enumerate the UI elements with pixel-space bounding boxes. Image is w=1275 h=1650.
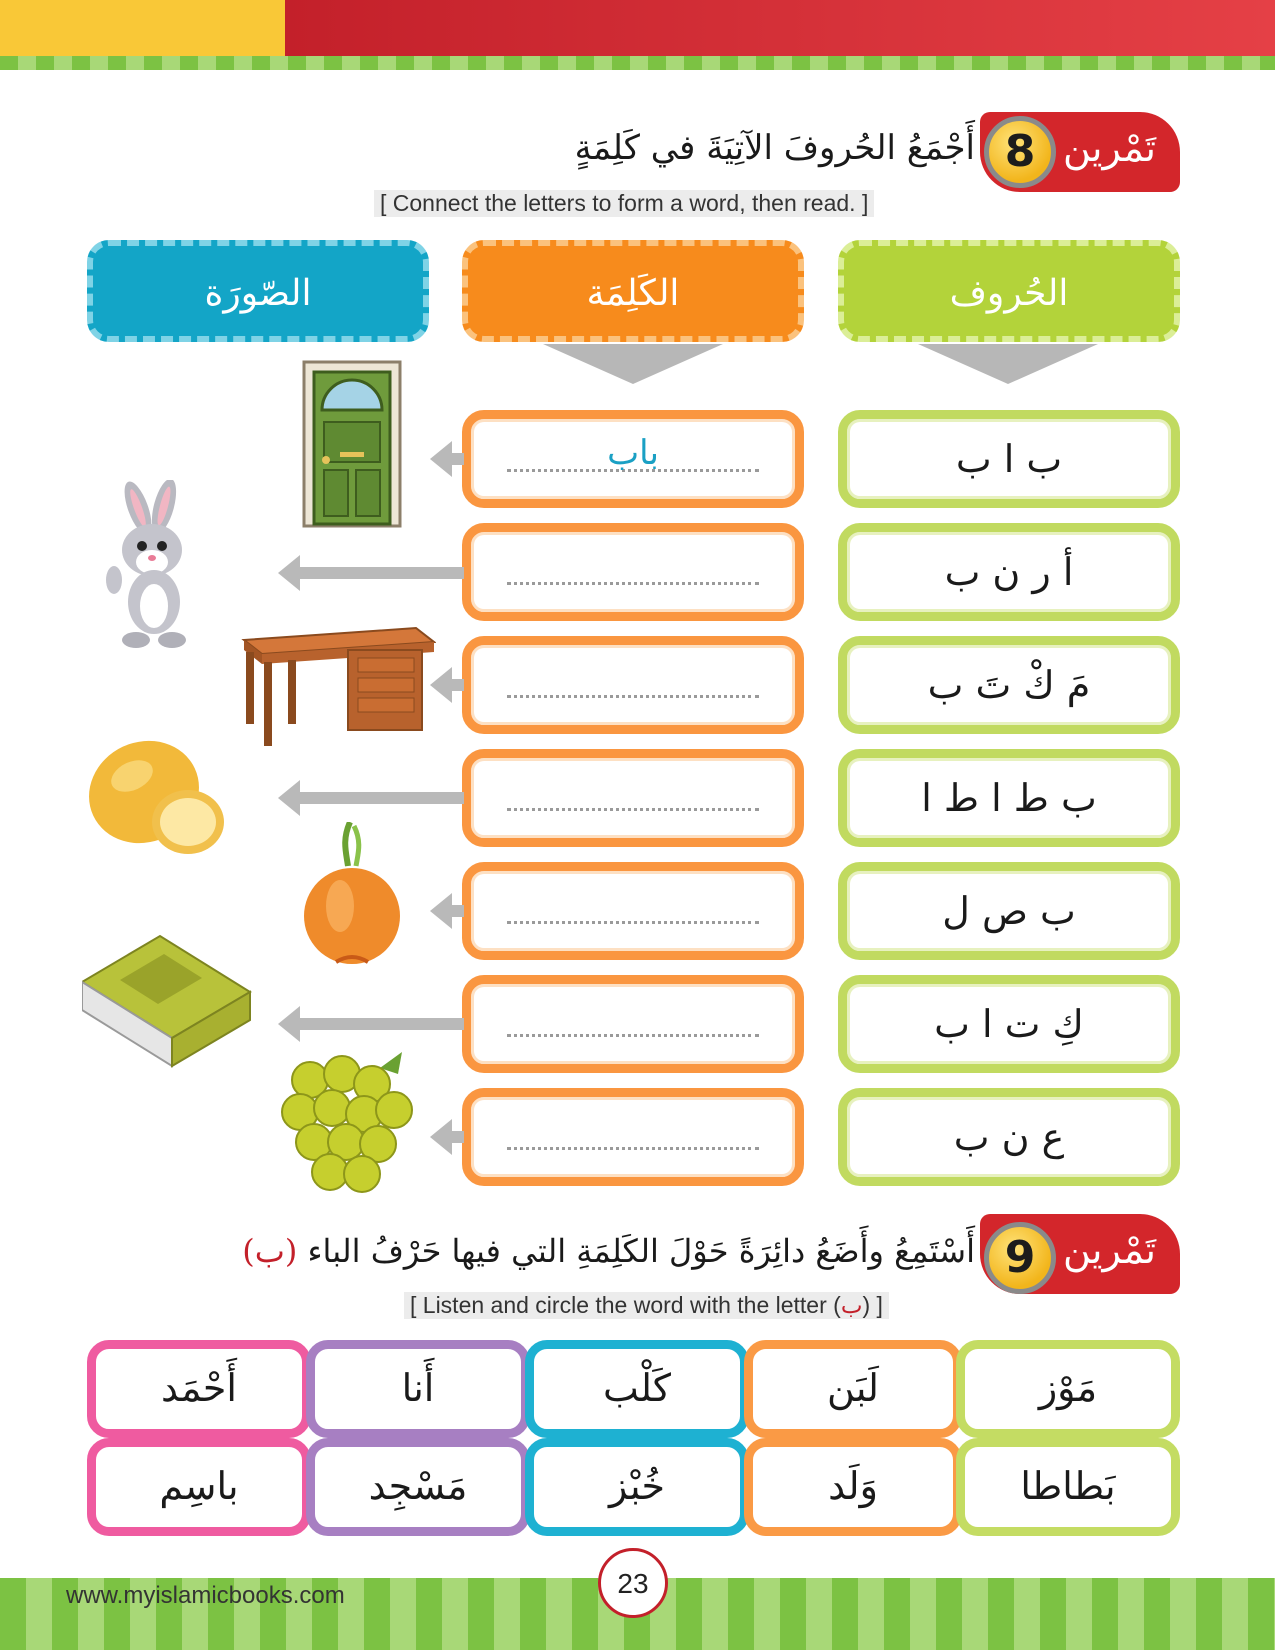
arrow-icon <box>278 555 300 591</box>
letters-box: ب ا ب <box>838 410 1180 508</box>
word-answer-box[interactable] <box>462 749 804 847</box>
desk-icon <box>234 622 436 750</box>
dotted-line <box>507 921 759 924</box>
exercise-number: 9 <box>984 1222 1056 1294</box>
column-header-word: الكَلِمَة <box>462 240 804 342</box>
rabbit-icon <box>100 480 200 652</box>
dotted-line <box>507 695 759 698</box>
exercise-label: تَمْرين <box>1062 126 1156 170</box>
exercise-subtitle <box>404 1292 889 1319</box>
word-option[interactable]: مَوْز <box>956 1340 1180 1438</box>
book-icon <box>82 934 252 1076</box>
word-option[interactable]: وَلَد <box>744 1438 962 1536</box>
letters-box: مَ كْ تَ ب <box>838 636 1180 734</box>
exercise-title <box>242 1232 975 1270</box>
arrow-icon <box>278 1006 300 1042</box>
word-answer-box[interactable] <box>462 410 804 508</box>
arrow-line <box>298 1018 464 1030</box>
arrow-line <box>450 453 464 465</box>
word-answer-box[interactable] <box>462 975 804 1073</box>
letters-box: ب ص ل <box>838 862 1180 960</box>
answer-text: باب <box>607 433 659 473</box>
arrow-icon <box>430 441 452 477</box>
potato-icon <box>84 736 226 858</box>
top-bar-red <box>285 0 1275 56</box>
pointer-triangle <box>543 344 723 384</box>
word-option[interactable]: خُبْز <box>525 1438 749 1536</box>
exercise-title: أَجْمَعُ الحُروفَ الآتِيَةَ في كَلِمَةٍ <box>574 128 975 168</box>
onion-icon <box>302 822 402 966</box>
word-answer-box[interactable] <box>462 1088 804 1186</box>
word-option[interactable]: بَطاطا <box>956 1438 1180 1536</box>
word-answer-box[interactable] <box>462 862 804 960</box>
word-option[interactable]: أَنا <box>306 1340 530 1438</box>
arrow-line <box>298 567 464 579</box>
letters-box: ب ط ا ط ا <box>838 749 1180 847</box>
footer-url[interactable]: www.myislamicbooks.com <box>66 1582 345 1609</box>
word-answer-box[interactable] <box>462 636 804 734</box>
letters-box: كِ ت ا ب <box>838 975 1180 1073</box>
arrow-icon <box>430 893 452 929</box>
exercise-title-text: أَسْتَمِعُ وأَضَعُ دائِرَةً حَوْلَ الكَلِمَةِ التي فيها حَرْفُ الباء <box>307 1232 975 1270</box>
arrow-icon <box>278 780 300 816</box>
column-header-letters: الحُروف <box>838 240 1180 342</box>
grapes-icon <box>280 1050 422 1196</box>
arrow-line <box>298 792 464 804</box>
word-option[interactable]: كَلْب <box>525 1340 749 1438</box>
dotted-line <box>507 1034 759 1037</box>
exercise-label: تَمْرين <box>1062 1228 1156 1272</box>
arrow-line <box>450 905 464 917</box>
column-header-picture: الصّورَة <box>87 240 429 342</box>
letters-box: ع ن ب <box>838 1088 1180 1186</box>
dotted-line <box>507 808 759 811</box>
subtitle-letter: ب <box>840 1292 863 1318</box>
letters-box: أ ر ن ب <box>838 523 1180 621</box>
dotted-line <box>507 582 759 585</box>
word-option[interactable]: مَسْجِد <box>306 1438 530 1536</box>
top-bar-yellow <box>0 0 285 56</box>
arrow-line <box>450 1131 464 1143</box>
word-option[interactable]: باسِم <box>87 1438 311 1536</box>
exercise-number: 8 <box>984 116 1056 188</box>
page-number: 23 <box>598 1548 668 1618</box>
door-icon <box>302 360 402 528</box>
word-option[interactable]: أَحْمَد <box>87 1340 311 1438</box>
dotted-line <box>507 1147 759 1150</box>
subtitle-pre: [ Listen and circle the word with the letter ( <box>410 1292 841 1318</box>
word-answer-box[interactable] <box>462 523 804 621</box>
arrow-line <box>450 679 464 691</box>
exercise-title-letter: (ب) <box>242 1232 298 1270</box>
top-stripe <box>0 56 1275 70</box>
pointer-triangle <box>918 344 1098 384</box>
arrow-icon <box>430 1119 452 1155</box>
exercise-subtitle: [ Connect the letters to form a word, then read. ] <box>374 190 874 217</box>
subtitle-post: ) ] <box>862 1292 883 1318</box>
word-option[interactable]: لَبَن <box>744 1340 962 1438</box>
